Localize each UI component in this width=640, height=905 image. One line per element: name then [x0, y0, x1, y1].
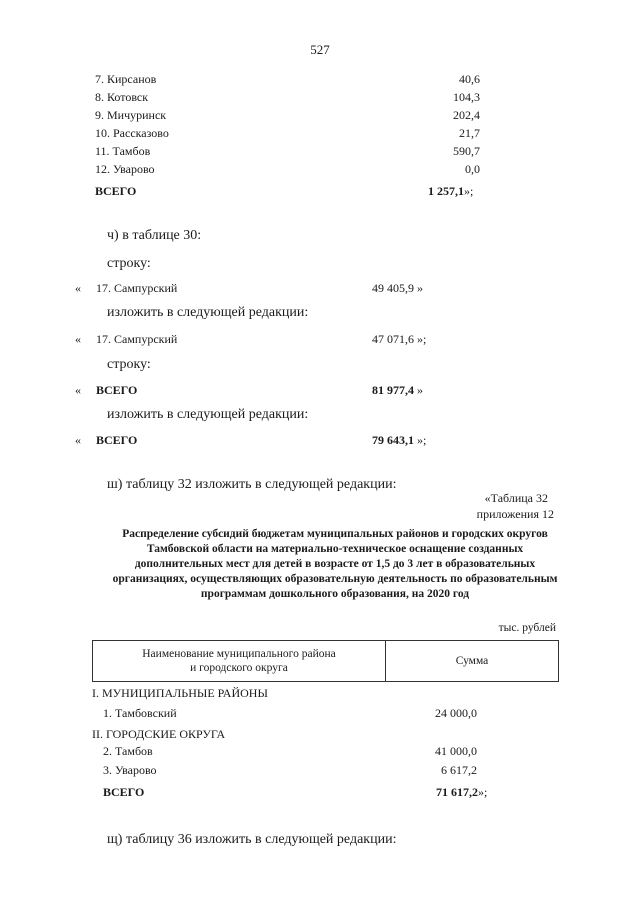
table-ref-line2: приложения 12 — [476, 507, 554, 521]
total-value: 1 257,1»; — [428, 184, 474, 198]
table-row — [0, 144, 480, 162]
section-ch-line2: строку: — [107, 357, 151, 372]
row-label: 17. Сампурский — [96, 332, 178, 346]
section-label: II. ГОРОДСКИЕ ОКРУГА — [92, 727, 226, 741]
row-value: 40,6 — [459, 72, 480, 86]
table-row — [0, 108, 480, 126]
section-ch-replace1: изложить в следующей редакции: — [107, 305, 309, 320]
table-ref-line1: «Таблица 32 — [484, 491, 548, 505]
quote-row: « ВСЕГО 81 977,4 » — [75, 383, 423, 397]
table-row — [0, 162, 480, 180]
row-value: 79 643,1 »; — [372, 433, 427, 447]
row-label: 3. Уварово — [103, 763, 157, 777]
total-value: 71 617,2»; — [436, 785, 488, 799]
table-title: Распределение субсидий бюджетам муниципальных районов и городских округов Тамбовской области на материально-техническое оснащение созданных дополнительных мест для детей в возрасте от 1,5 до 3 лет в образовательных организациях, осуществляющих образовательную деятельность по образовательным программам дошкольного образования, на 2020 год — [112, 528, 558, 600]
section-shch-heading: щ) таблицу 36 изложить в следующей редакции: — [107, 832, 397, 847]
quote-row: « 17. Сампурский 49 405,9 » — [75, 281, 423, 295]
table-row — [0, 763, 640, 781]
row-label: 12. Уварово — [95, 162, 155, 176]
row-label: 11. Тамбов — [95, 144, 151, 158]
row-value: 0,0 — [465, 162, 480, 176]
section-row — [0, 727, 640, 745]
table-row — [0, 90, 480, 108]
section-row — [0, 686, 640, 704]
section-sh-heading: ш) таблицу 32 изложить в следующей редакции: — [107, 477, 397, 492]
row-value: 49 405,9 » — [372, 281, 423, 295]
quote-row: « 17. Сампурский 47 071,6 »; — [75, 332, 427, 346]
table-row — [0, 72, 480, 90]
table-total-row — [0, 785, 640, 803]
row-value: 590,7 — [453, 144, 480, 158]
row-label: ВСЕГО — [96, 433, 138, 447]
column-header-name: Наименование муниципального района и городского округа — [93, 641, 386, 681]
row-label: 17. Сампурский — [96, 281, 178, 295]
row-value: 104,3 — [453, 90, 480, 104]
row-value: 6 617,2 — [441, 763, 477, 777]
table-row — [0, 706, 640, 724]
section-ch-heading: ч) в таблице 30: — [107, 228, 202, 243]
quote-row: « ВСЕГО 79 643,1 »; — [75, 433, 427, 447]
section-ch-line1: строку: — [107, 256, 151, 271]
row-label: 10. Рассказово — [95, 126, 169, 140]
section-ch-replace2: изложить в следующей редакции: — [107, 407, 309, 422]
unit-label: тыс. рублей — [498, 622, 556, 634]
row-value: 202,4 — [453, 108, 480, 122]
column-header-sum: Сумма — [455, 655, 489, 667]
row-value: 41 000,0 — [435, 744, 477, 758]
row-value: 47 071,6 »; — [372, 332, 427, 346]
table-row — [0, 744, 640, 762]
row-label: 2. Тамбов — [103, 744, 153, 758]
row-value: 81 977,4 » — [372, 383, 423, 397]
table-total-row — [0, 184, 640, 202]
row-value: 24 000,0 — [435, 706, 477, 720]
row-label: 9. Мичуринск — [95, 108, 167, 122]
page-number: 527 — [310, 42, 330, 57]
row-value: 21,7 — [459, 126, 480, 140]
row-label: 7. Кирсанов — [95, 72, 157, 86]
row-label: 8. Котовск — [95, 90, 149, 104]
section-label: I. МУНИЦИПАЛЬНЫЕ РАЙОНЫ — [92, 686, 268, 700]
table-row — [0, 126, 480, 144]
row-label: ВСЕГО — [96, 383, 138, 397]
row-label: 1. Тамбовский — [103, 706, 177, 720]
table-header — [92, 640, 559, 682]
total-label: ВСЕГО — [103, 785, 145, 799]
total-label: ВСЕГО — [95, 184, 137, 198]
